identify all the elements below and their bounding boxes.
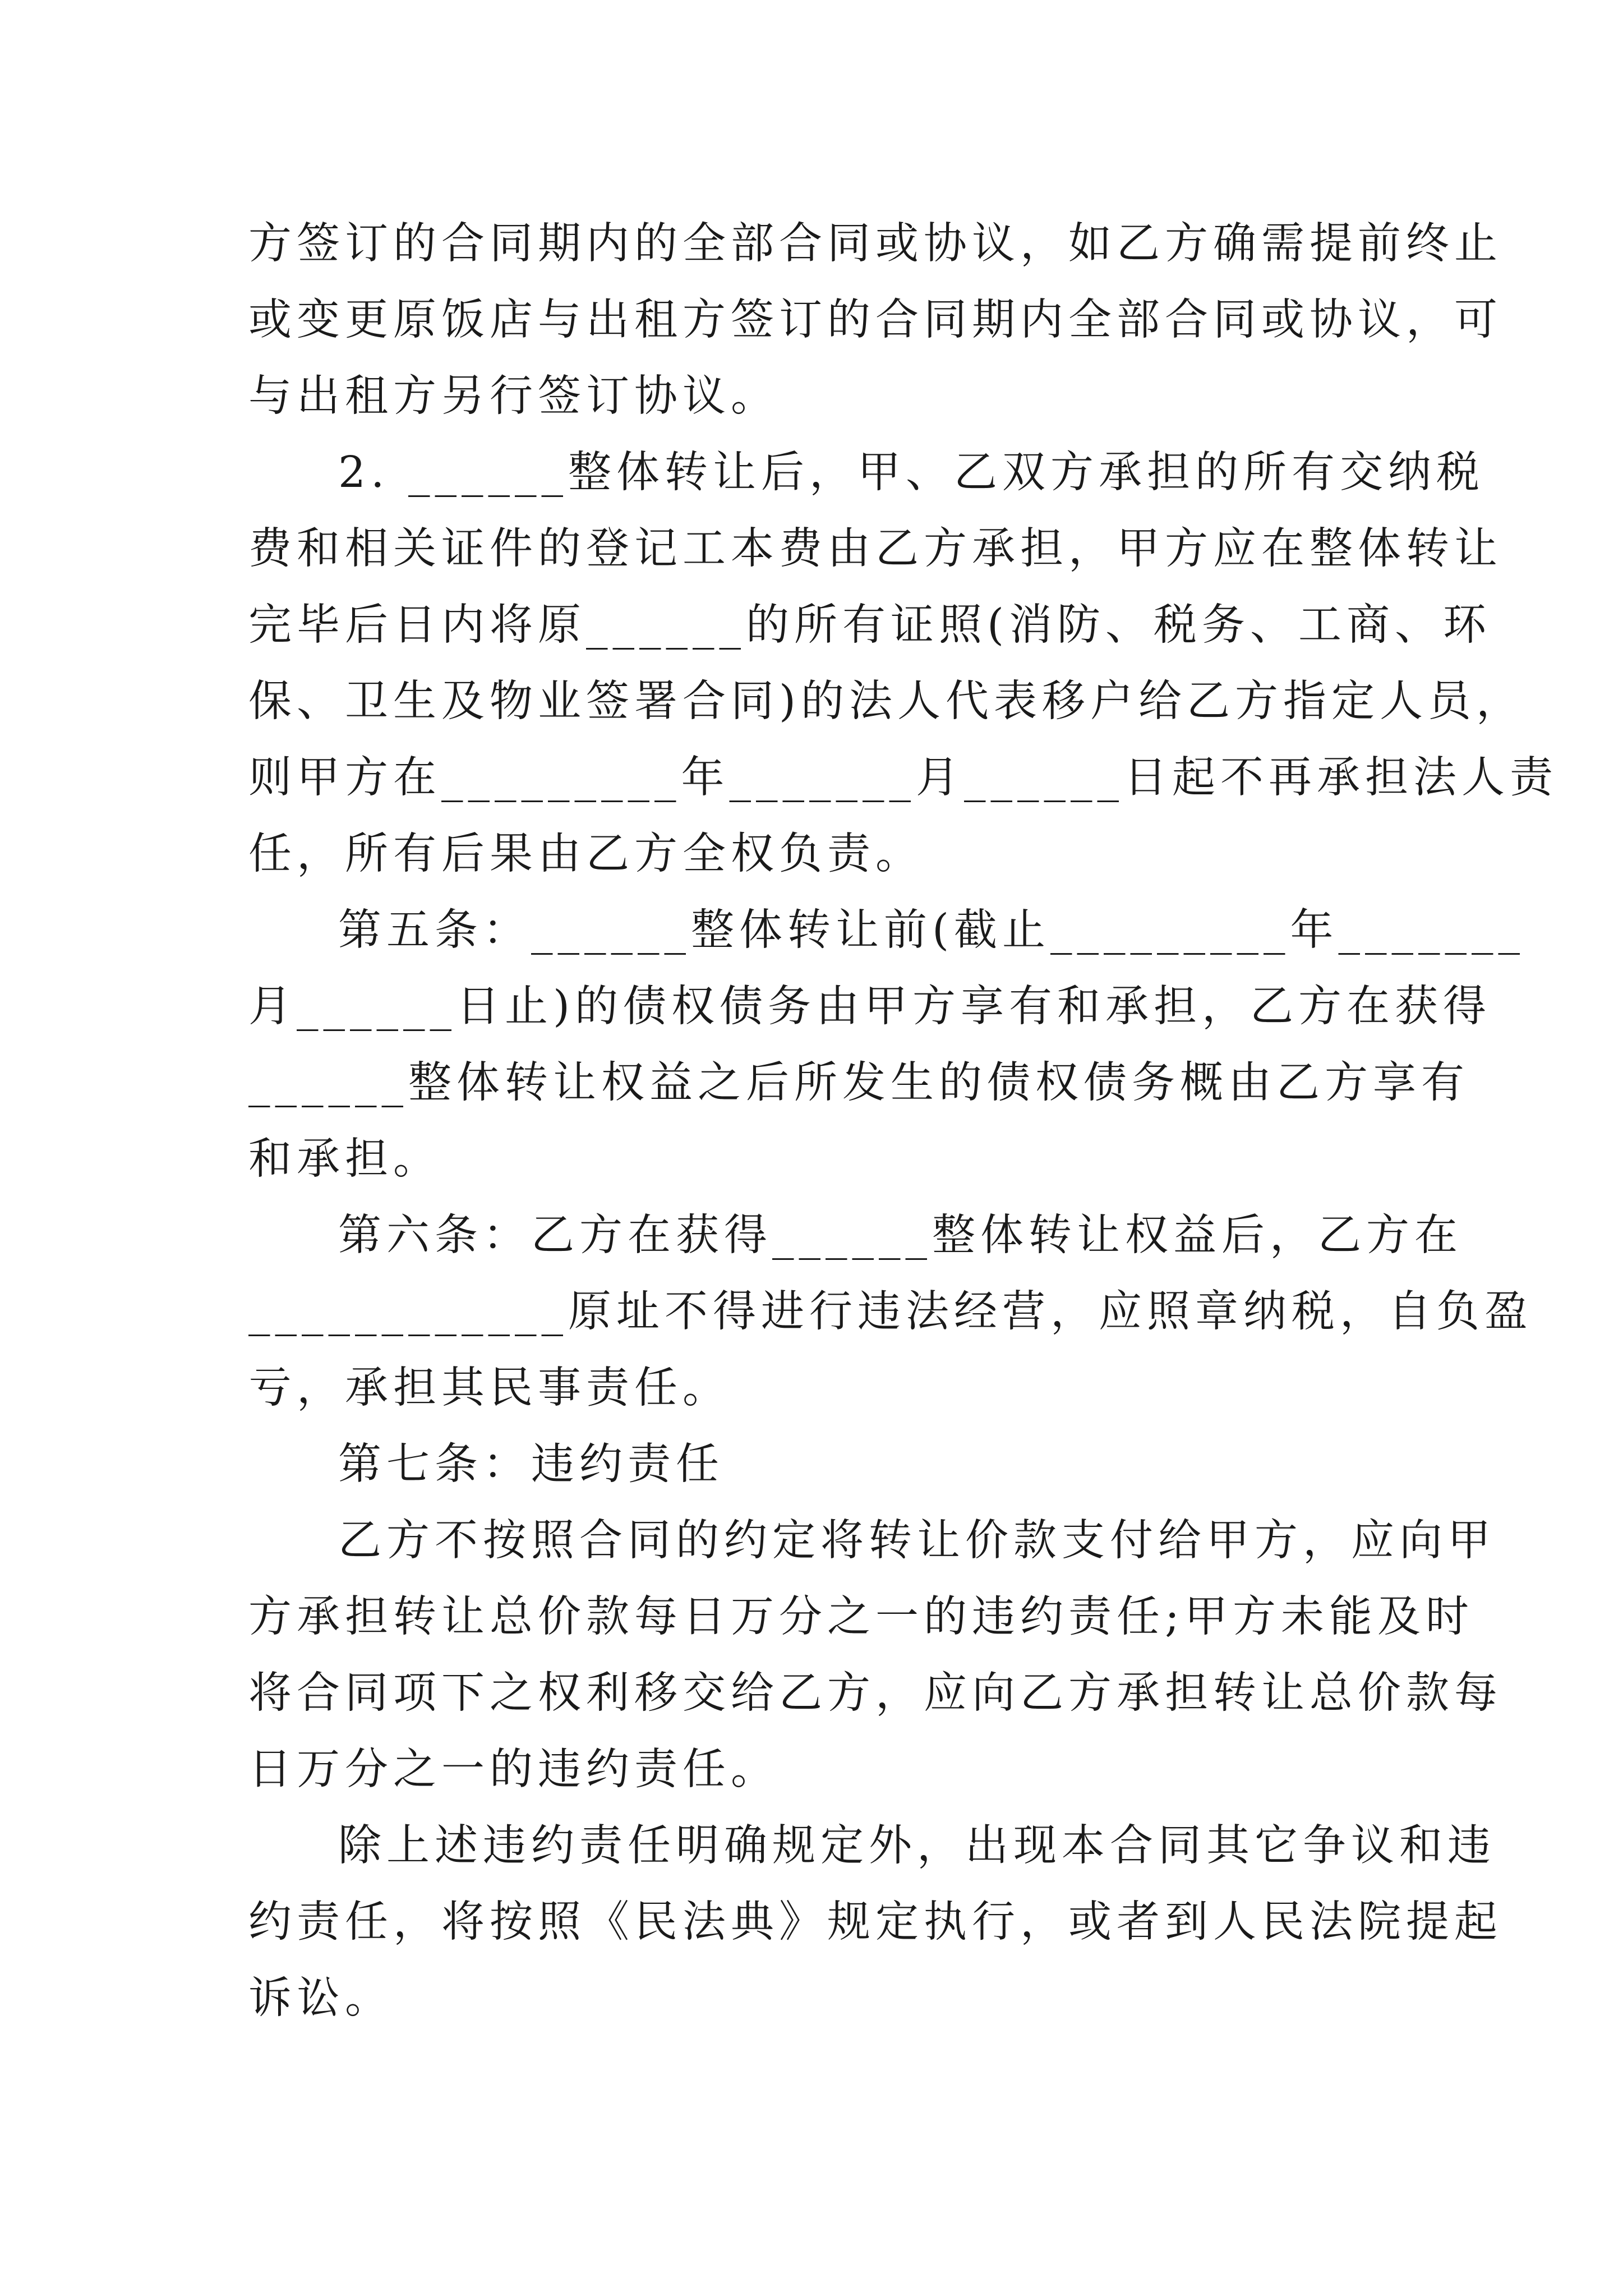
text-line: 日万分之一的违约责任。	[248, 1745, 779, 1795]
text-line: 除上述违约责任明确规定外，出现本合同其它争议和违	[338, 1821, 1496, 1871]
text-line: 诉讼。	[248, 1973, 393, 2023]
text-line: ______整体转让权益之后所发生的债权债务概由乙方享有	[248, 1058, 1469, 1108]
text-line: 与出租方另行签订协议。	[248, 371, 779, 421]
text-line: 和承担。	[248, 1134, 441, 1184]
text-line: 约责任，将按照《民法典》规定执行，或者到人民法院提起	[248, 1897, 1502, 1947]
text-line: 第五条：______整体转让前(截止_________年_______	[338, 905, 1525, 955]
text-line: 第六条：乙方在获得______整体转让权益后，乙方在	[338, 1211, 1463, 1260]
text-line: 月______日止)的债权债务由甲方享有和承担，乙方在获得	[248, 982, 1492, 1032]
text-line: 则甲方在_________年_______月______日起不再承担法人责	[248, 753, 1558, 803]
text-line: 将合同项下之权利移交给乙方，应向乙方承担转让总价款每	[248, 1668, 1502, 1718]
text-line: 方签订的合同期内的全部合同或协议，如乙方确需提前终止	[248, 219, 1502, 269]
text-line: 2. ______整体转让后，甲、乙双方承担的所有交纳税	[338, 448, 1484, 498]
text-line: 完毕后日内将原______的所有证照(消防、税务、工商、环	[248, 600, 1492, 650]
text-line: 任，所有后果由乙方全权负责。	[248, 829, 924, 879]
text-line: 费和相关证件的登记工本费由乙方承担，甲方应在整体转让	[248, 524, 1502, 574]
text-line: 方承担转让总价款每日万分之一的违约责任;甲方未能及时	[248, 1592, 1474, 1642]
text-line: 或变更原饭店与出租方签订的合同期内全部合同或协议，可	[248, 295, 1502, 345]
text-line: 亏，承担其民事责任。	[248, 1363, 731, 1413]
text-line: ____________原址不得进行违法经营，应照章纳税，自负盈	[248, 1287, 1533, 1337]
text-line: 保、卫生及物业签署合同)的法人代表移户给乙方指定人员，	[248, 677, 1525, 726]
section-heading: 第七条：违约责任	[338, 1439, 724, 1489]
text-line: 乙方不按照合同的约定将转让价款支付给甲方，应向甲	[338, 1516, 1496, 1566]
